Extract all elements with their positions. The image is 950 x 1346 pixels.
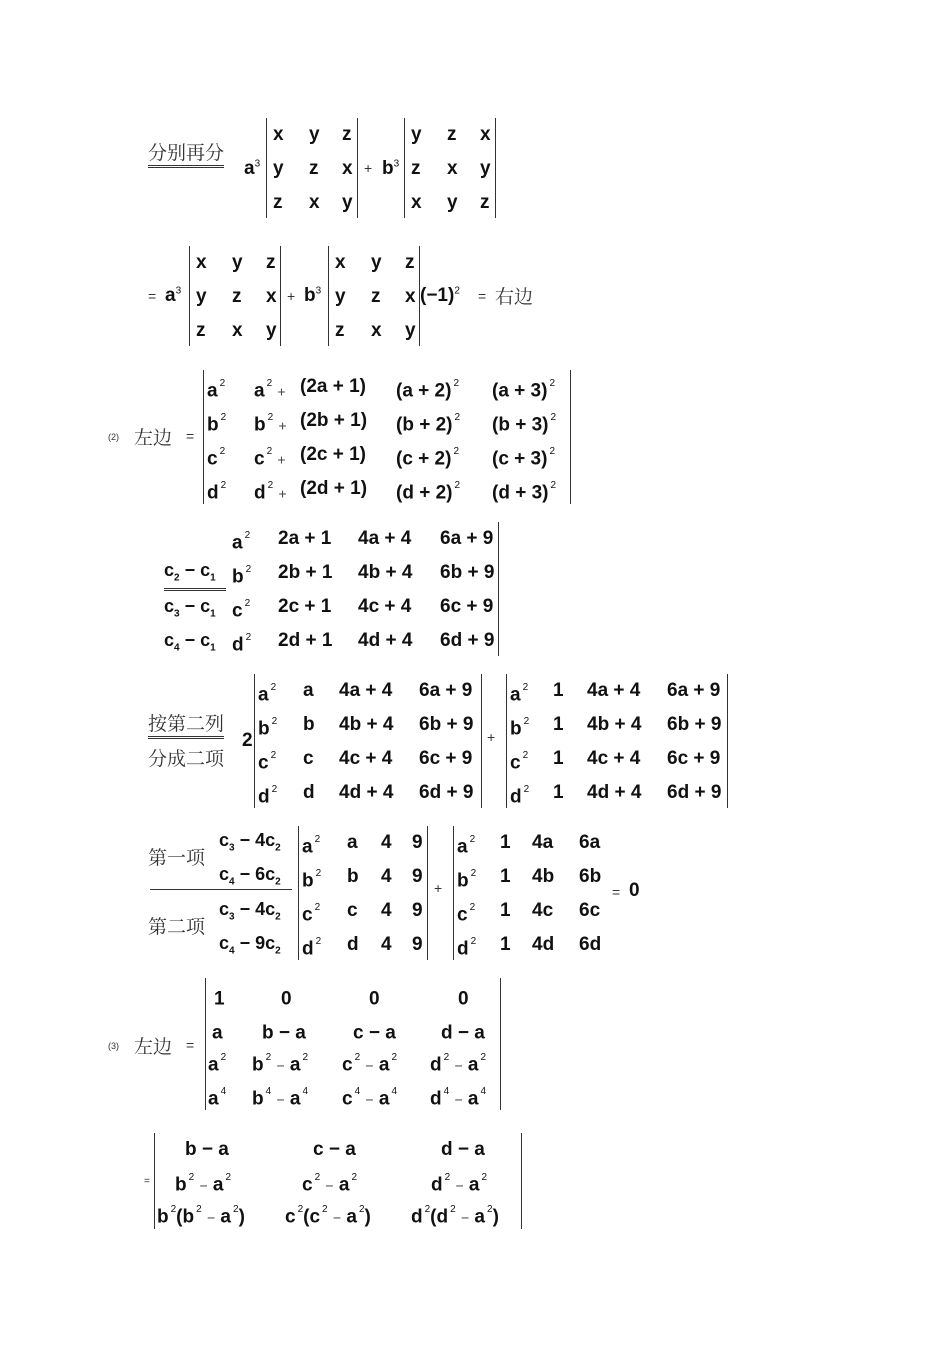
coefficient-a-cubed: $a^3$	[244, 158, 261, 179]
matrix-row: c $^2$ 2c + 1 4c + 4 6c + 9	[232, 596, 494, 622]
determinant-1	[189, 246, 281, 346]
matrix-row: y z x	[273, 158, 353, 179]
equals-sign: =	[478, 288, 487, 304]
matrix-row: c $^2$ c 4c + 4 6c + 9	[258, 748, 473, 774]
matrix-row: z x y	[335, 320, 416, 341]
determinant-1	[254, 674, 482, 808]
matrix-row: b $^2$(b $^2$ − a $^2$) c $^2$(c $^2$ − a $^2$) d $^2$(d $^2$ − a $^2$)	[157, 1204, 499, 1228]
plus-sign: +	[434, 880, 443, 896]
matrix-row: x y z	[273, 124, 352, 145]
column-op: $c_4 - 6c_2$	[219, 864, 281, 888]
determinant-1	[266, 118, 358, 218]
matrix-row: y z x	[335, 286, 416, 307]
matrix-row: c $^2$ 1 4c 6c	[457, 900, 601, 926]
determinant-2	[453, 826, 604, 960]
matrix-row: a $^2$ 1 4a + 4 6a + 9	[510, 680, 721, 706]
matrix-row: d $^2$ d $^2$ + (2d + 1) (d + 2) $^2$ (d + 3) $^2$	[207, 478, 557, 504]
matrix-row: d $^2$ 1 4d 6d	[457, 934, 602, 960]
column-op-c4-c1: $c_4 - c_1$	[164, 630, 216, 654]
matrix-row: z x y	[411, 158, 491, 179]
matrix-row: a $^4$ b $^4$ − a $^4$ c $^4$ − a $^4$ d $^4$ − a $^4$	[208, 1086, 487, 1110]
matrix-row: a b − a c − a d − a	[212, 1022, 485, 1044]
result-zero: 0	[629, 880, 640, 901]
matrix-row: b $^2$ b 4 9	[302, 866, 423, 892]
matrix-row: b $^2$ 1 4b 6b	[457, 866, 602, 892]
matrix-row: y z x	[196, 286, 277, 307]
step-label-by-second-column: 按第二列	[148, 709, 224, 739]
determinant	[203, 370, 571, 504]
matrix-row: x y z	[335, 252, 415, 273]
left-side-label: 左边	[134, 1036, 173, 1058]
coefficient-b-cubed: $b^3$	[382, 158, 400, 179]
matrix-row: b $^2$ b $^2$ + (2b + 1) (b + 2) $^2$ (b + 3) $^2$	[207, 410, 557, 436]
determinant-2	[404, 118, 496, 218]
matrix-row: x y z	[411, 192, 490, 213]
matrix-row: b $^2$ 2b + 1 4b + 4 6b + 9	[232, 562, 495, 588]
matrix-row: y z x	[411, 124, 491, 145]
coefficient-two: 2	[242, 730, 253, 751]
plus-sign: +	[487, 729, 496, 745]
problem-number: (3)	[108, 1041, 119, 1051]
double-rule	[164, 588, 226, 591]
coefficient-a-cubed: $a^3$	[165, 285, 182, 306]
equals-sign: =	[186, 428, 195, 444]
sign-factor: $(-1)^2$	[420, 285, 460, 306]
equals-sign: =	[186, 1037, 195, 1053]
matrix-row: a $^2$ b $^2$ − a $^2$ c $^2$ − a $^2$ d $^2$ − a $^2$	[208, 1052, 487, 1076]
column-op: $c_3 - 4c_2$	[219, 899, 281, 923]
matrix-row: d $^2$ 2d + 1 4d + 4 6d + 9	[232, 630, 495, 656]
matrix-row: b $^2$ 1 4b + 4 6b + 9	[510, 714, 722, 740]
matrix-row: c $^2$ 1 4c + 4 6c + 9	[510, 748, 721, 774]
matrix-row: b $^2$ − a $^2$ c $^2$ − a $^2$ d $^2$ − a $^2$	[175, 1172, 488, 1196]
second-term-label: 第二项	[148, 916, 206, 938]
matrix-row: a $^2$ 1 4a 6a	[457, 832, 601, 858]
determinant-2	[506, 674, 728, 808]
determinant-1	[298, 826, 428, 960]
matrix-row: x y z	[196, 252, 276, 273]
equals-sign: =	[148, 288, 157, 304]
plus-sign: +	[364, 160, 373, 176]
determinant	[230, 522, 499, 656]
column-op: $c_4 - 9c_2$	[219, 933, 281, 957]
column-op: $c_3 - 4c_2$	[219, 830, 281, 854]
column-op-c3-c1: $c_3 - c_1$	[164, 596, 216, 620]
matrix-row: d $^2$ 1 4d + 4 6d + 9	[510, 782, 722, 808]
determinant	[154, 1133, 522, 1229]
matrix-row: a $^2$ a 4 9	[302, 832, 423, 858]
matrix-row: d $^2$ d 4 9	[302, 934, 423, 960]
matrix-row: c $^2$ c $^2$ + (2c + 1) (c + 2) $^2$ (c + 3) $^2$	[207, 444, 556, 470]
plus-sign: +	[287, 288, 296, 304]
equals-sign: =	[144, 1176, 150, 1187]
matrix-row: a $^2$ a 4a + 4 6a + 9	[258, 680, 473, 706]
matrix-row: a $^2$ a $^2$ + (2a + 1) (a + 2) $^2$ (a + 3) $^2$	[207, 376, 556, 402]
equals-sign: =	[612, 884, 621, 900]
column-op-c2-c1: $c_2 - c_1$	[164, 560, 216, 584]
coefficient-b-cubed: $b^3$	[304, 285, 322, 306]
separator-rule	[150, 889, 292, 890]
determinant-2	[328, 246, 420, 346]
step-label-split-two-terms: 分成二项	[148, 748, 225, 770]
problem-number: (2)	[108, 432, 119, 442]
first-term-label: 第一项	[148, 847, 206, 869]
determinant	[205, 978, 501, 1110]
matrix-row: z x y	[273, 192, 353, 213]
matrix-row: 1 0 0 0	[214, 988, 469, 1010]
matrix-row: c $^2$ c 4 9	[302, 900, 423, 926]
result-right-side: 右边	[495, 286, 534, 308]
matrix-row: b − a c − a d − a	[185, 1139, 485, 1160]
step-label-split: 分别再分	[148, 138, 224, 168]
matrix-row: d $^2$ d 4d + 4 6d + 9	[258, 782, 474, 808]
matrix-row: b $^2$ b 4b + 4 6b + 9	[258, 714, 474, 740]
matrix-row: a $^2$ 2a + 1 4a + 4 6a + 9	[232, 528, 494, 554]
matrix-row: z x y	[196, 320, 277, 341]
left-side-label: 左边	[134, 427, 173, 449]
